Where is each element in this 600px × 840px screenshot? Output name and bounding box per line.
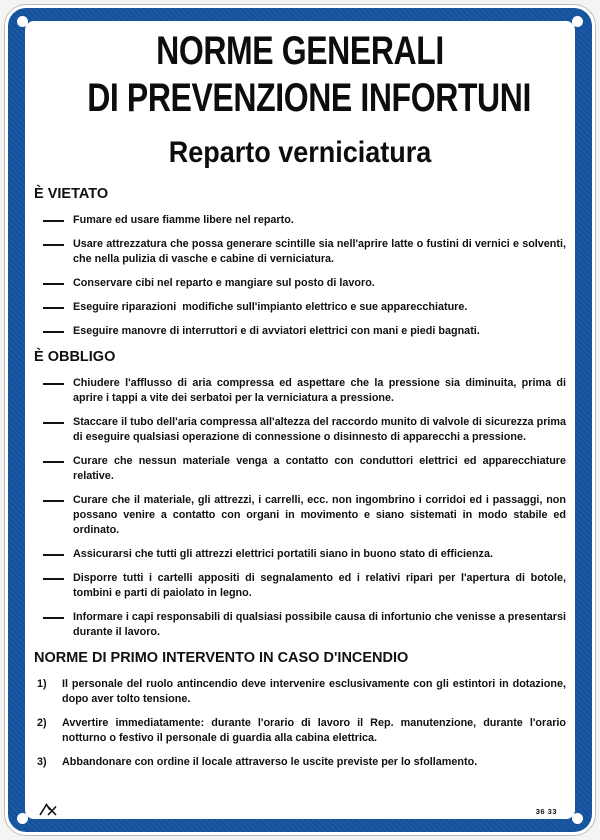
rule-item [34, 276, 566, 291]
rule-item-text: Fumare ed usare fiamme libere nel reparto. [73, 214, 294, 226]
dash-bullet-icon [34, 454, 73, 484]
dash-bullet-icon [34, 415, 73, 445]
rule-item-text: Eseguire manovre di interruttori e di avviatori elettrici con mani e piedi bagnati. [73, 325, 480, 337]
sign-subtitle: Reparto verniciatura [168, 136, 432, 169]
dash-bullet-icon [34, 376, 73, 406]
rule-item-text: Usare attrezzatura che possa generare scintille sia nell'aprire latte o fustini di vernici e solventi, che nella pulizia di vasche e cabine di verniciatura. [73, 238, 566, 265]
rule-item-text: Avvertire immediatamente: durante l'orario di lavoro il Rep. manutenzione, durante l'orario notturno o festivo il personale di guardia alla cabina elettrica. [62, 717, 566, 744]
rule-item-numbered [34, 677, 566, 707]
rule-item-text: Curare che il materiale, gli attrezzi, i carrelli, ecc. non ingombrino i corridoi ed i passaggi, non possano venire a contatto con organi in movimento e siano sistemati in modo stabile ed ordinato. [73, 494, 566, 536]
sign-blue-frame [8, 8, 592, 832]
dash-bullet-icon [34, 493, 73, 538]
item-number: 2) [37, 717, 47, 729]
rule-item [34, 493, 566, 538]
rule-item [34, 237, 566, 267]
section-heading-obbligo: È OBBLIGO [34, 349, 116, 365]
sign-footer [34, 799, 557, 816]
sign-content-panel [25, 21, 575, 819]
dash-bullet-icon [34, 237, 73, 267]
catalog-code: 36 33 [535, 807, 557, 816]
dash-bullet-icon [34, 213, 73, 228]
dash-bullet-icon [34, 571, 73, 601]
rule-item [34, 610, 566, 640]
item-number: 1) [37, 678, 47, 690]
section-heading-vietato: È VIETATO [34, 186, 109, 202]
rule-item-text: Eseguire riparazioni modifiche sull'impianto elettrico e sue apparecchiature. [73, 301, 468, 313]
rule-item-text: Curare che nessun materiale venga a contatto con conduttori elettrici ed apparecchiature relative. [73, 455, 566, 482]
sign-title-line2: DI PREVENZIONE INFORTUNI [87, 76, 531, 120]
rule-item [34, 547, 566, 562]
rule-item-text: Disporre tutti i cartelli appositi di segnalamento ed i relativi ripari per l'apertura di botole, tombini e parti di paiolato in legno. [73, 572, 566, 599]
rule-item-numbered [34, 755, 566, 770]
rule-item [34, 213, 566, 228]
rule-item-text: Informare i capi responsabili di qualsiasi possibile causa di infortunio che venisse a presentarsi durante il lavoro. [73, 611, 566, 638]
rule-item-text: Abbandonare con ordine il locale attraverso le uscite previste per lo sfollamento. [62, 756, 478, 768]
rule-item [34, 324, 566, 339]
rule-item [34, 376, 566, 406]
rule-item [34, 454, 566, 484]
dash-bullet-icon [34, 276, 73, 291]
rule-item [34, 300, 566, 315]
dash-bullet-icon [34, 547, 73, 562]
rule-item [34, 571, 566, 601]
manufacturer-logo-icon [39, 803, 57, 816]
item-number: 3) [37, 756, 47, 768]
dash-bullet-icon [34, 324, 73, 339]
rule-item-text: Conservare cibi nel reparto e mangiare sul posto di lavoro. [73, 277, 375, 289]
rule-item-numbered [34, 716, 566, 746]
section-heading-incendio: NORME DI PRIMO INTERVENTO IN CASO D'INCENDIO [34, 650, 409, 666]
dash-bullet-icon [34, 300, 73, 315]
rule-item-text: Staccare il tubo dell'aria compressa all'altezza del raccordo munito di valvole di sicurezza prima di eseguire qualsiasi operazione di connessione o disinnesto di apparecchi a pressione. [73, 416, 566, 443]
rule-item-text: Assicurarsi che tutti gli attrezzi elettrici portatili siano in buono stato di efficienza. [73, 548, 493, 560]
rule-item-text: Chiudere l'afflusso di aria compressa ed aspettare che la pressione sia diminuita, prima di aprire i tappi a vite dei serbatoi per la verniciatura a pressione. [73, 377, 566, 404]
rule-item [34, 415, 566, 445]
dash-bullet-icon [34, 610, 73, 640]
rule-item-text: Il personale del ruolo antincendio deve intervenire esclusivamente con gli estintori in dotazione, dopo aver tolto tensione. [62, 678, 566, 705]
sign-title [34, 28, 566, 122]
sign-title-line1: NORME GENERALI [156, 29, 444, 73]
safety-sign [4, 4, 596, 836]
